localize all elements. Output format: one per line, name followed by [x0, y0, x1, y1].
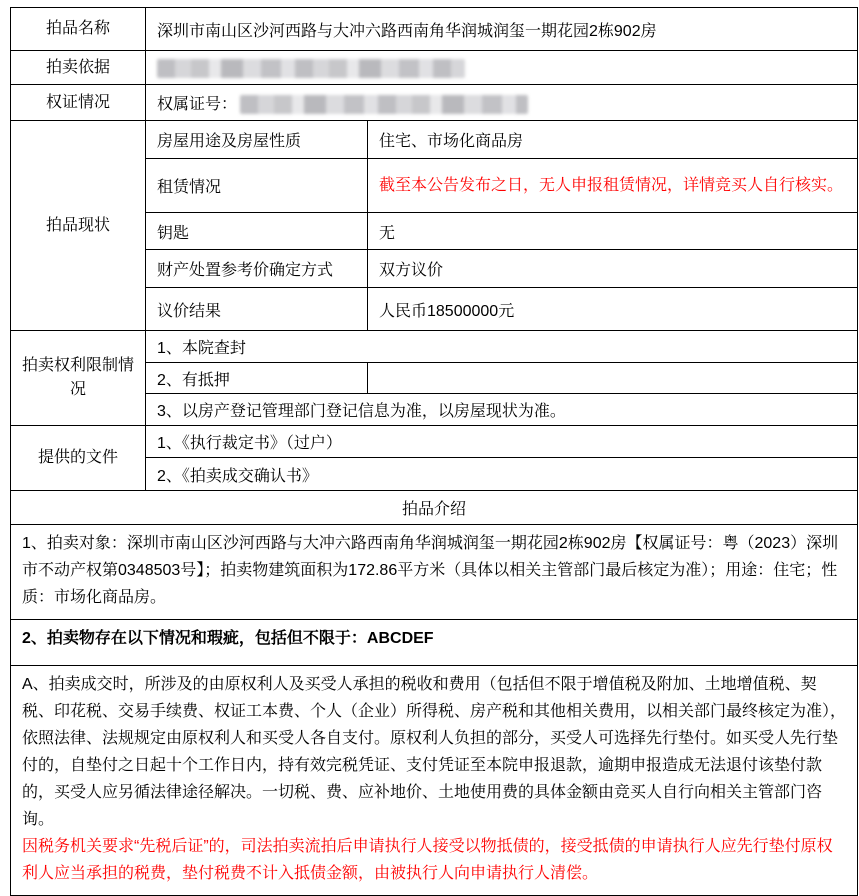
- redacted-text-bar: [240, 95, 528, 114]
- status-lease-value: 截至本公告发布之日，无人申报租赁情况，详情竞买人自行核实。: [368, 159, 858, 213]
- status-price-method-name: 财产处置参考价确定方式: [146, 250, 368, 288]
- intro-paragraph-a-black: A、拍卖成交时，所涉及的由原权利人及买受人承担的税收和费用（包括但不限于增值税及附加、土地增值税、契税、印花税、交易手续费、权证工本费、个人（企业）所得税、房产税和其他相关费用，以相关部门最终核定为准），依照法律、法规规定由原权利人和买受人各自支付。原权利人负担的部分，买受人可选择先行垫付。如买受人先行垫付的，自垫付之日起十个工作日内，持有效完税凭证、支付凭证至本院申报退款，逾期申报造成无法退付该垫付款的，买受人应另循法律途径解决。一切税、费、应补地价、土地使用费的具体金额由竞买人自行向相关主管部门咨询。: [22, 676, 847, 828]
- status-usage-name: 房屋用途及房屋性质: [146, 121, 368, 159]
- restriction-item-2-empty-cell: [368, 363, 858, 394]
- restriction-item-2: 2、有抵押: [146, 363, 368, 394]
- row-intro-p2: [11, 620, 858, 666]
- status-price-result-value: 人民币18500000元: [368, 288, 858, 331]
- intro-paragraph-1: 1、拍卖对象：深圳市南山区沙河西路与大冲六路西南角华润城润玺一期花园2栋902房【权属证号：粤（2023）深圳市不动产权第0348503号】；拍卖物建筑面积为172.86平方米（具体以相关主管部门最后核定为准）；用途：住宅；性质：市场化商品房。: [11, 525, 858, 620]
- status-key-value: 无: [368, 213, 858, 250]
- row-certificate: [11, 85, 858, 121]
- row-intro-p1: [11, 525, 858, 620]
- item-name-label: 拍品名称: [11, 8, 146, 51]
- intro-paragraph-a-red: 因税务机关要求“先税后证”的，司法拍卖流拍后申请执行人接受以物抵债的，接受抵债的申请执行人应先行垫付原权利人应当承担的税费，垫付税费不计入抵债金额，由被执行人向申请执行人清偿。: [22, 838, 833, 882]
- status-label: 拍品现状: [11, 121, 146, 331]
- intro-header: 拍品介绍: [11, 491, 858, 525]
- row-item-name: [11, 8, 858, 51]
- row-status-usage: [11, 121, 858, 159]
- row-auction-basis: [11, 51, 858, 85]
- intro-paragraph-2-bold: 2、拍卖物存在以下情况和瑕疵，包括但不限于：ABCDEF: [11, 620, 858, 666]
- certificate-value: [146, 85, 858, 121]
- status-price-result-name: 议价结果: [146, 288, 368, 331]
- auction-announcement-table: [10, 7, 858, 896]
- row-restriction-1: [11, 331, 858, 363]
- item-name-value: 深圳市南山区沙河西路与大冲六路西南角华润城润玺一期花园2栋902房: [146, 8, 858, 51]
- certificate-label: 权证情况: [11, 85, 146, 121]
- row-intro-pa: [11, 666, 858, 896]
- restriction-item-1: 1、本院查封: [146, 331, 858, 363]
- status-usage-value: 住宅、市场化商品房: [368, 121, 858, 159]
- intro-paragraph-a: [11, 666, 858, 896]
- status-lease-name: 租赁情况: [146, 159, 368, 213]
- document-item-2: 2、《拍卖成交确认书》: [146, 458, 858, 491]
- redacted-text-bar: [157, 59, 465, 78]
- row-document-1: [11, 426, 858, 458]
- auction-basis-label: 拍卖依据: [11, 51, 146, 85]
- row-intro-header: [11, 491, 858, 525]
- restrictions-label: 拍卖权利限制情况: [11, 331, 146, 426]
- documents-label: 提供的文件: [11, 426, 146, 491]
- document-item-1: 1、《执行裁定书》（过户）: [146, 426, 858, 458]
- certificate-prefix: 权属证号：: [157, 95, 238, 113]
- auction-basis-value: [146, 51, 858, 85]
- status-key-name: 钥匙: [146, 213, 368, 250]
- status-price-method-value: 双方议价: [368, 250, 858, 288]
- restriction-item-3: 3、以房产登记管理部门登记信息为准，以房屋现状为准。: [146, 394, 858, 426]
